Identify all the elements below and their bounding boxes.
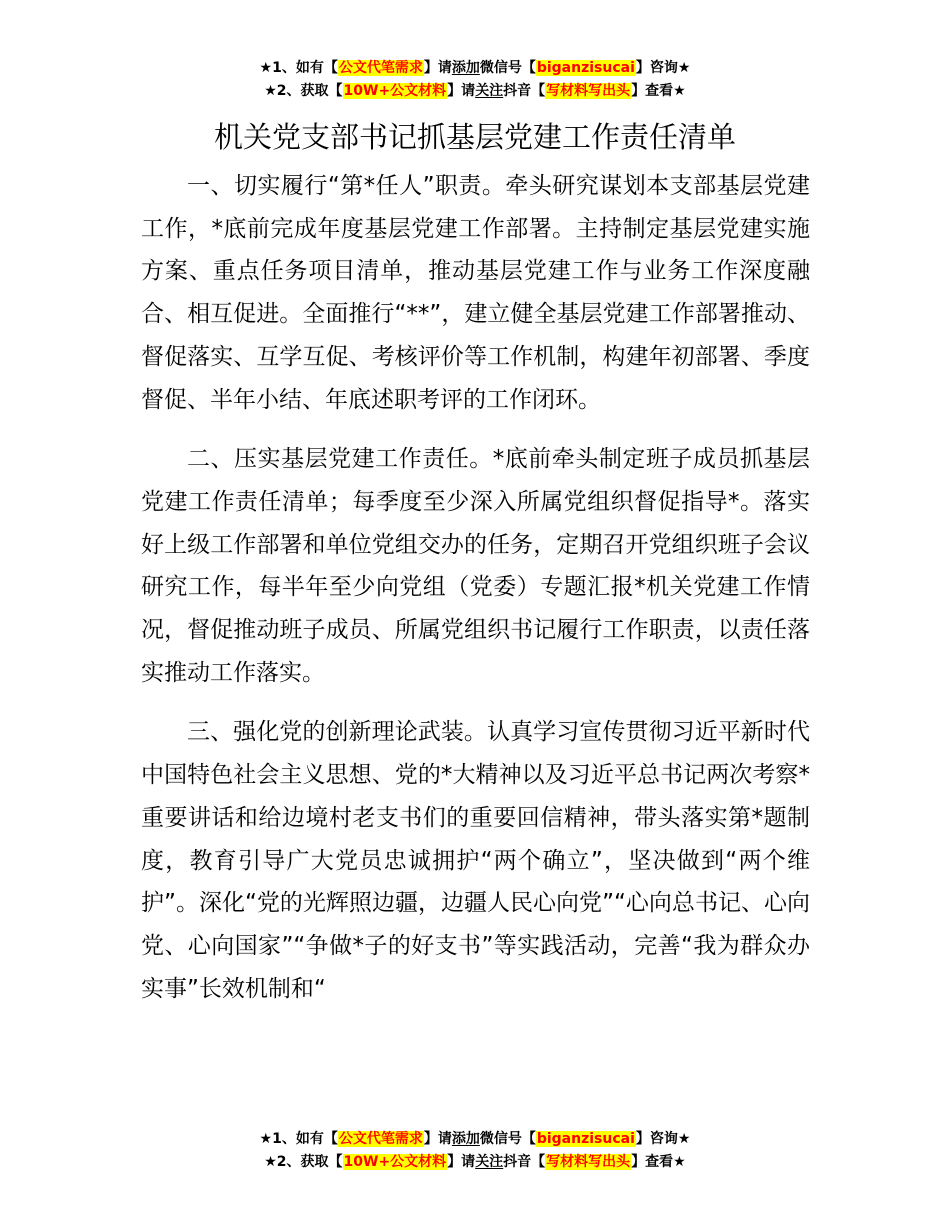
footer-banner [0,1128,950,1174]
header-banner [0,57,950,103]
banner-text: 】查看★ [631,1154,686,1170]
banner-text: 抖音【 [503,1154,546,1170]
banner-text: 】咨询★ [635,60,691,76]
banner-text: ★2、获取【 [264,83,343,99]
document-body [141,165,810,1027]
highlight-service: 公文代笔需求 [338,1131,423,1147]
banner-text: ★1、如有【 [259,1131,338,1147]
banner-line-1 [0,1128,950,1151]
paragraph-1: 一、切实履行“第*任人”职责。牵头研究谋划本支部基层党建工作，*底前完成年度基层党建工作部署。主持制定基层党建实施方案、重点任务项目清单，推动基层党建工作与业务工作深度融合、相互促进。全面推行“**”，建立健全基层党建工作部署推动、督促落实、互学互促、考核评价等工作机制，构建年初部署、季度督促、半年小结、年底述职考评的工作闭环。 [141,173,810,413]
highlight-douyin-id: 写材料写出头 [546,83,631,99]
banner-underlined-word: 添加 [451,60,480,76]
banner-underlined-word: 关注 [475,83,504,99]
banner-text: 】请 [423,60,452,76]
banner-underlined-word: 添加 [451,1131,480,1147]
banner-line-2 [0,80,950,103]
document-title: 机关党支部书记抓基层党建工作责任清单 [213,120,736,154]
banner-text: ★1、如有【 [259,60,338,76]
highlight-service: 公文代笔需求 [338,60,423,76]
banner-text: 抖音【 [503,83,546,99]
highlight-douyin-id: 写材料写出头 [546,1154,631,1170]
banner-text: 】咨询★ [635,1131,691,1147]
banner-line-1 [0,57,950,80]
banner-text: ★2、获取【 [264,1154,343,1170]
highlight-wechat-id: biganzisucai [536,60,635,76]
banner-text: 】请 [447,1154,476,1170]
highlight-materials: 10W+公文材料 [343,83,447,99]
banner-text: 微信号【 [479,1131,536,1147]
highlight-materials: 10W+公文材料 [343,1154,447,1170]
paragraph-2: 二、压实基层党建工作责任。*底前牵头制定班子成员抓基层党建工作责任清单；每季度至少深入所属党组织督促指导*。落实好上级工作部署和单位党组交办的任务，定期召开党组织班子会议研究工作，每半年至少向党组（党委）专题汇报*机关党建工作情况，督促推动班子成员、所属党组织书记履行工作职责，以责任落实推动工作落实。 [141,446,810,686]
banner-text: 】查看★ [631,83,686,99]
banner-text: 】请 [447,83,476,99]
banner-text: 】请 [423,1131,452,1147]
highlight-wechat-id: biganzisucai [536,1131,635,1147]
banner-line-2 [0,1151,950,1174]
paragraph-3: 三、强化党的创新理论武装。认真学习宣传贯彻习近平新时代中国特色社会主义思想、党的*大精神以及习近平总书记两次考察*重要讲话和给边境村老支书们的重要回信精神，带头落实第*题制度，教育引导广大党员忠诚拥护“两个确立”，坚决做到“两个维护”。深化“党的光辉照边疆，边疆人民心向党”“心向总书记、心向党、心向国家”“争做*子的好支书”等实践活动，完善“我为群众办实事”长效机制和“ [141,719,810,1002]
banner-text: 微信号【 [479,60,536,76]
banner-underlined-word: 关注 [475,1154,504,1170]
